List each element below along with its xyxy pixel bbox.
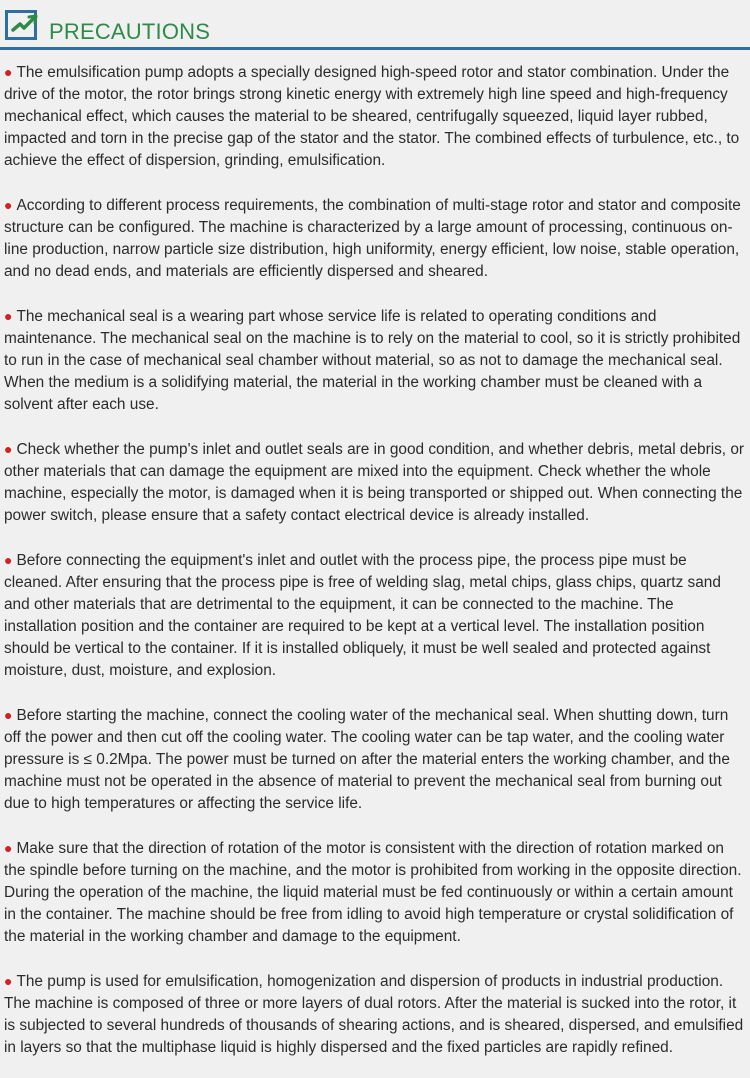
paragraph (4, 438, 746, 527)
bullet-icon: ● (4, 707, 13, 723)
paragraph-text: Check whether the pump's inlet and outlet seals are in good condition, and whether debris, metal debris, or other materials that can damage the equipment are mixed into the equipment. Check whether the whole machine, especially the motor, is damaged when it is being transported or shipped out. When connecting the power switch, please ensure that a safety contact electrical device is already installed. (4, 441, 745, 524)
paragraph (4, 837, 746, 948)
bullet-icon: ● (4, 308, 13, 324)
precautions-list (0, 50, 750, 1059)
paragraph-text: Make sure that the direction of rotation of the motor is consistent with the direction of rotation marked on the spindle before turning on the machine, and the motor is prohibited from working in the opposite direction. During the operation of the machine, the liquid material must be fed continuously or within a certain amount in the container. The machine should be free from idling to avoid high temperature or crystal solidification of the material in the working chamber and damage to the equipment. (4, 840, 742, 945)
bullet-icon: ● (4, 552, 13, 568)
paragraph (4, 61, 746, 172)
check-chart-icon (5, 10, 41, 42)
bullet-icon: ● (4, 973, 13, 989)
paragraph-text: According to different process requirements, the combination of multi-stage rotor and stator and composite structure can be configured. The machine is characterized by a large amount of processing, continuous on-line production, narrow particle size distribution, high uniformity, energy efficient, low noise, stable operation, and no dead ends, and materials are efficiently dispersed and sheared. (4, 197, 741, 280)
paragraph (4, 549, 746, 682)
bullet-icon: ● (4, 197, 13, 213)
paragraph (4, 970, 746, 1059)
paragraph (4, 704, 746, 815)
bullet-icon: ● (4, 441, 13, 457)
paragraph (4, 305, 746, 416)
paragraph-text: The pump is used for emulsification, homogenization and dispersion of products in industrial production. The machine is composed of three or more layers of dual rotors. After the material is sucked into the rotor, it is subjected to several hundreds of thousands of shearing actions, and is sheared, dispersed, and emulsified in layers so that the multiphase liquid is highly dispersed and the fixed particles are rapidly refined. (4, 973, 744, 1056)
paragraph-text: Before connecting the equipment's inlet and outlet with the process pipe, the process pipe must be cleaned. After ensuring that the process pipe is free of welding slag, metal chips, glass chips, quartz sand and other materials that are detrimental to the equipment, it can be connected to the machine. The installation position and the container are required to be kept at a vertical level. The installation position should be vertical to the container. If it is installed obliquely, it must be well sealed and protected against moisture, dust, moisture, and explosion. (4, 552, 721, 679)
bullet-icon: ● (4, 840, 13, 856)
section-header (0, 0, 750, 50)
page-title: PRECAUTIONS (49, 19, 211, 44)
header-divider (0, 47, 750, 50)
paragraph-text: The emulsification pump adopts a specially designed high-speed rotor and stator combination. Under the drive of the motor, the rotor brings strong kinetic energy with extremely high line speed and high-frequency mechanical effect, which causes the material to be sheared, centrifugally squeezed, liquid layer rubbed, impacted and torn in the precise gap of the stator and the stator. The combined effects of turbulence, etc., to achieve the effect of dispersion, grinding, emulsification. (4, 64, 740, 169)
paragraph (4, 194, 746, 283)
bullet-icon: ● (4, 64, 13, 80)
paragraph-text: The mechanical seal is a wearing part whose service life is related to operating conditions and maintenance. The mechanical seal on the machine is to rely on the material to cool, so it is strictly prohibited to run in the case of mechanical seal chamber without material, so as not to damage the mechanical seal. When the medium is a solidifying material, the material in the working chamber must be cleaned with a solvent after each use. (4, 308, 741, 413)
paragraph-text: Before starting the machine, connect the cooling water of the mechanical seal. When shutting down, turn off the power and then cut off the cooling water. The cooling water can be tap water, and the cooling water pressure is ≤ 0.2Mpa. The power must be turned on after the material enters the working chamber, and the machine must not be operated in the absence of material to prevent the mechanical seal from burning out due to high temperatures or affecting the service life. (4, 707, 730, 812)
